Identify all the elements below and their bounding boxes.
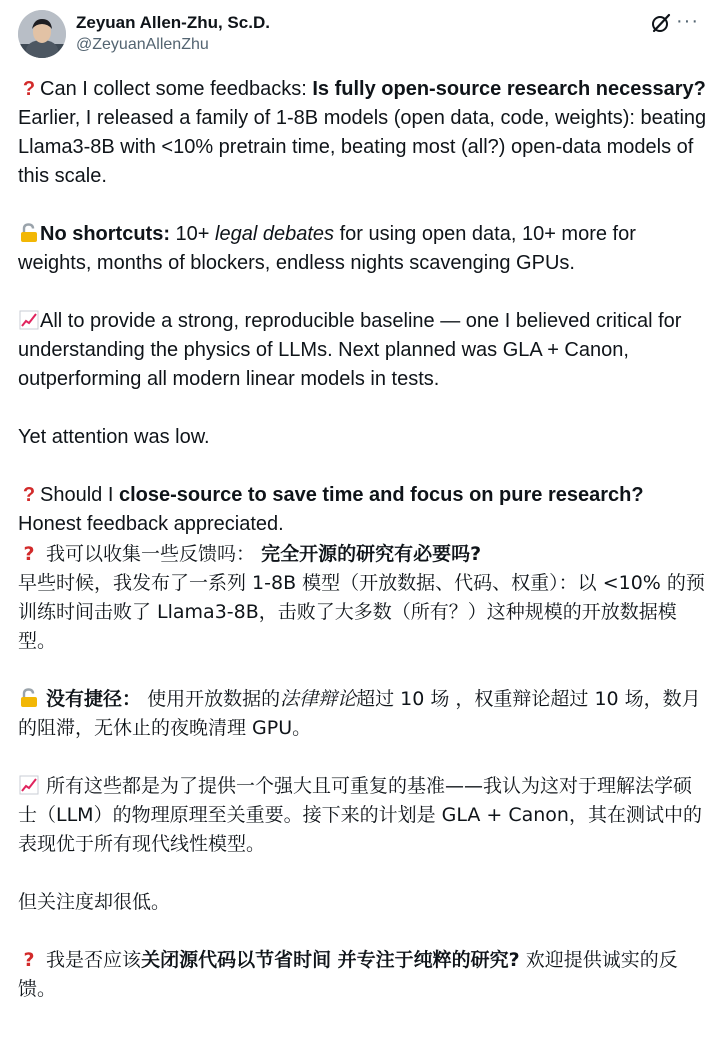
chart-increasing-icon <box>18 307 40 336</box>
cn-paragraph-6: ? 我是否应该关闭源代码以节省时间 并专注于纯粹的研究? 欢迎提供诚实的反馈。 <box>18 946 708 1004</box>
handle[interactable]: @ZeyuanAllenZhu <box>76 36 209 53</box>
en-paragraph-3: No shortcuts: 10+ legal debates for using open data, 10+ more for weights, months of blockers, endless nights scavenging GPUs. <box>18 220 708 278</box>
display-name[interactable]: Zeyuan Allen-Zhu, Sc.D. <box>76 13 270 32</box>
cn-paragraph-3: 没有捷径： 使用开放数据的法律辩论超过 10 场 ，权重辩论超过 10 场，数月的阻滞，无休止的夜晚清理 GPU。 <box>18 685 708 743</box>
red-question-mark-icon: ? <box>23 543 35 565</box>
en-paragraph-7: Honest feedback appreciated. <box>18 513 284 535</box>
more-icon[interactable]: ··· <box>676 10 699 32</box>
avatar[interactable] <box>18 10 66 58</box>
chart-increasing-icon <box>18 772 40 801</box>
chinese-translation <box>18 540 708 1004</box>
author-info <box>76 12 270 56</box>
cn-paragraph-2: 早些时候，我发布了一系列 1-8B 模型（开放数据、代码、权重）：以 <10% 的预训练时间击败了 Llama3-8B，击败了大多数（所有？）这种规模的开放数据模型。 <box>18 572 705 652</box>
cn-paragraph-4: 所有这些都是为了提供一个强大且可重复的基准——我认为这对于理解法学硕士（LLM）的物理原理至关重要。接下来的计划是 GLA + Canon，其在测试中的表现优于所有现代线性模型。 <box>18 772 708 859</box>
cn-paragraph-5: 但关注度却很低。 <box>18 891 171 913</box>
cn-paragraph-1: ? 我可以收集一些反馈吗： 完全开源的研究有必要吗? <box>18 540 708 569</box>
en-paragraph-4: All to provide a strong, reproducible baseline — one I believed critical for understanding the physics of LLMs. Next planned was GLA + Canon, outperforming all modern linear models in tests. <box>18 307 708 394</box>
open-lock-icon <box>18 220 40 249</box>
tweet-text <box>18 75 708 1004</box>
red-question-mark-icon: ? <box>23 949 35 971</box>
en-paragraph-6: ? Should I close-source to save time and focus on pure research? <box>18 481 708 510</box>
red-question-mark-icon: ? <box>22 484 36 506</box>
grok-icon[interactable] <box>650 12 672 34</box>
en-paragraph-2: Earlier, I released a family of 1-8B models (open data, code, weights): beating Llama3-8B with <10% pretrain time, beating most (all?) open-data models of this scale. <box>18 107 707 187</box>
open-lock-icon <box>18 685 40 714</box>
tweet-header <box>18 10 698 60</box>
en-paragraph-1: ? Can I collect some feedbacks: Is fully open-source research necessary? <box>18 75 708 104</box>
en-paragraph-5: Yet attention was low. <box>18 426 210 448</box>
red-question-mark-icon: ? <box>22 78 36 100</box>
